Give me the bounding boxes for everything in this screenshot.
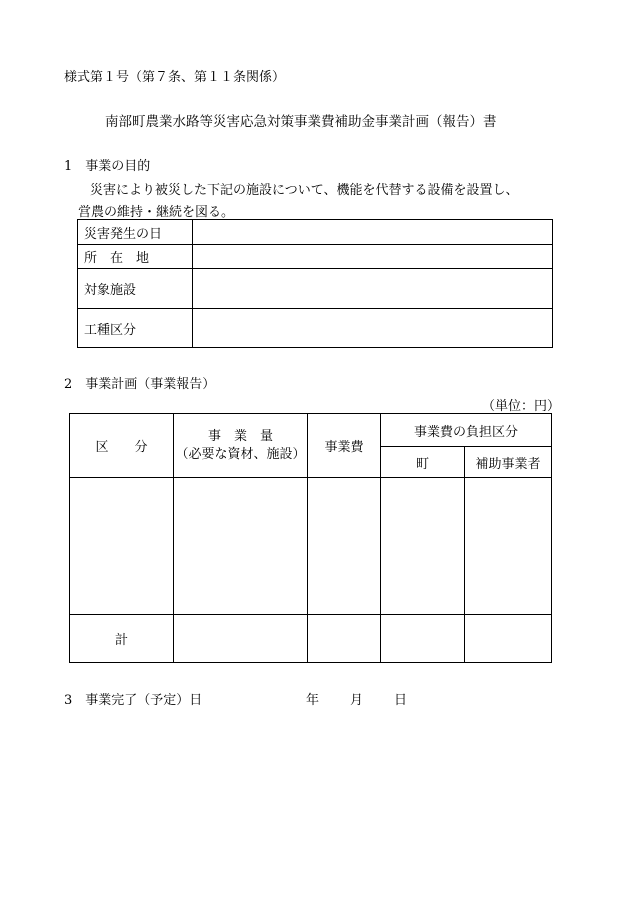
plan-table xyxy=(69,413,552,663)
cell-operator xyxy=(465,478,552,615)
header-cost: 事業費 xyxy=(308,414,381,478)
cell-quantity xyxy=(174,478,308,615)
header-burden: 事業費の負担区分 xyxy=(381,414,552,447)
cell-town xyxy=(381,478,465,615)
purpose-text-line2: 営農の維持・継続を図る。 xyxy=(78,205,235,220)
cell-cost xyxy=(308,478,381,615)
header-operator: 補助事業者 xyxy=(465,447,552,478)
completion-day: 日 xyxy=(394,693,408,708)
section1-heading: 1 事業の目的 xyxy=(64,159,151,174)
label-location: 所 在 地 xyxy=(78,245,193,269)
form-number: 様式第１号（第７条、第１１条関係） xyxy=(64,70,286,85)
completion-year: 年 xyxy=(306,693,320,708)
header-category: 区 分 xyxy=(70,414,174,478)
label-target-facility: 対象施設 xyxy=(78,269,193,309)
unit-label: （単位：円） xyxy=(482,399,561,414)
page-title: 南部町農業水路等災害応急対策事業費補助金事業計画（報告）書 xyxy=(105,114,497,130)
total-label: 計 xyxy=(70,615,174,663)
value-work-type xyxy=(193,309,553,348)
header-quantity xyxy=(174,414,308,478)
total-town xyxy=(381,615,465,663)
total-cost xyxy=(308,615,381,663)
facility-table xyxy=(77,219,553,348)
total-quantity xyxy=(174,615,308,663)
label-disaster-date: 災害発生の日 xyxy=(78,220,193,245)
header-town: 町 xyxy=(381,447,465,478)
label-work-type: 工種区分 xyxy=(78,309,193,348)
header-quantity-line2: （必要な資材、施設） xyxy=(175,446,306,462)
value-target-facility xyxy=(193,269,553,309)
value-location xyxy=(193,245,553,269)
completion-month: 月 xyxy=(350,693,364,708)
purpose-text-line1: 災害により被災した下記の施設について、機能を代替する設備を設置し、 xyxy=(90,183,519,198)
value-disaster-date xyxy=(193,220,553,245)
section2-heading: 2 事業計画（事業報告） xyxy=(64,377,216,392)
cell-category xyxy=(70,478,174,615)
section3-heading: 3 事業完了（予定）日 xyxy=(64,693,203,708)
header-quantity-line1: 事 業 量 xyxy=(207,428,273,444)
total-operator xyxy=(465,615,552,663)
